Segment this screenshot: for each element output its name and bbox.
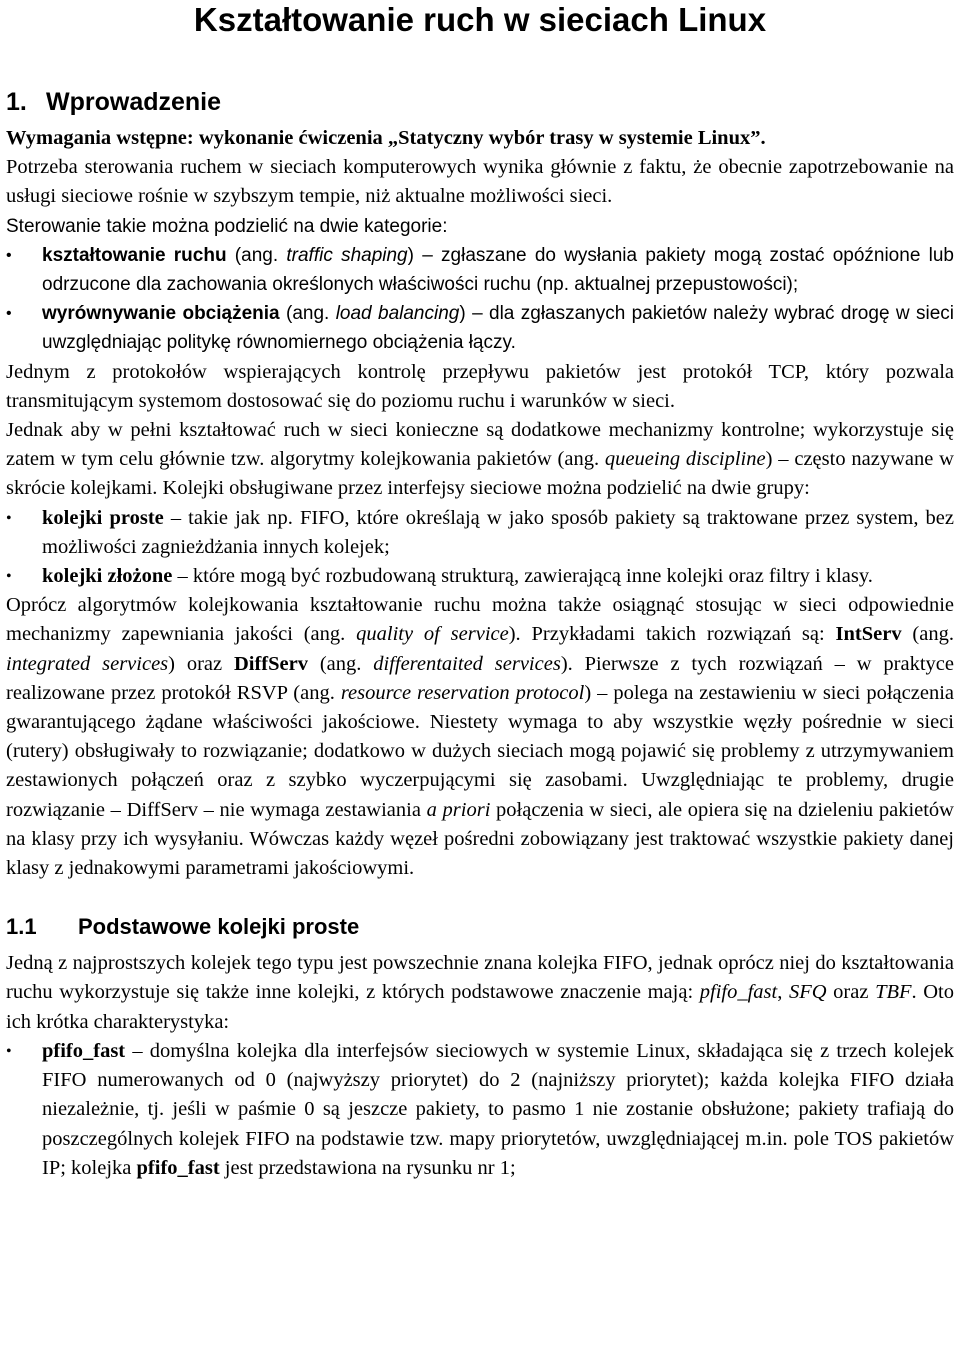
prerequisites: Wymagania wstępne: wykonanie ćwiczenia „Statyczny wybór trasy w systemie Linux”. [6, 127, 766, 149]
section-title: Wprowadzenie [46, 88, 222, 116]
categories-list [6, 241, 954, 358]
bullet-icon: • [6, 509, 12, 527]
categories-intro: Sterowanie takie można podzielić na dwie kategorie: [6, 215, 448, 237]
section-1-1-heading [6, 913, 954, 941]
section-1-heading [6, 86, 954, 118]
list-item: • wyrównywanie obciążenia (ang. load balancing) – dla zgłaszanych pakietów należy wybrać drogę w sieci uwzględniając politykę równomiernego obciążenia łączy. [6, 299, 954, 357]
qos-paragraph: Oprócz algorytmów kolejkowania kształtowanie ruchu można także osiągnąć stosując w sieci odpowiednie mechanizmy zapewniania jakości (ang. quality of service). Przykładami takich rozwiązań są: IntServ (ang. integrated services) oraz DiffServ (ang. differentaited services). Pierwsze z tych rozwiązań – w praktyce realizowane przez protokół RSVP (ang. resource reservation protocol) – polega na zestawieniu w sieci połączenia gwarantującego żądane właściwości jakościowe. Niestety wymaga to aby wszystkie węzły pośrednie w sieci (rutery) obsługiwały to rozwiązanie; dodatkowo w dużych sieciach mogą pojawić się problemy z utrzymywaniem zestawionych połączeń oraz z szybko wyczerpującymi się zasobami. Uwzględniając te problemy, drugie rozwiązanie – DiffServ – nie wymaga zestawiania a priori połączenia w sieci, ale opiera się na dzieleniu pakietów na klasy przy ich wysyłaniu. Wówczas każdy węzeł pośredni zobowiązany jest traktować wszystkie pakiety danej klasy z jednakowymi parametrami jakościowymi. [6, 594, 954, 880]
list-item: • kształtowanie ruchu (ang. traffic shaping) – zgłaszane do wysłania pakiety mogą zostać opóźnione lub odrzucone dla zachowania określonych właściwości ruchu (np. aktualnej przepustowości); [6, 241, 954, 299]
bullet-icon: • [6, 246, 12, 264]
list-item: • pfifo_fast – domyślna kolejka dla interfejsów sieciowych w systemie Linux, składająca się z trzech kolejek FIFO numerowanych od 0 (najwyższy priorytet) do 2 (najniższy priorytet); każda kolejka FIFO działa niezależnie, tj. jeśli w paśmie 0 są jeszcze pakiety, to pasmo 1 nie zostanie obsłużone; pakiety trafiają do poszczególnych kolejek FIFO na podstawie tzw. mapy priorytetów, uwzględniającej m.in. pole TOS pakietów IP; kolejka pfifo_fast jest przedstawiona na rysunku nr 1; [6, 1037, 954, 1183]
list-item: • kolejki złożone – które mogą być rozbudowaną strukturą, zawierającą inne kolejki oraz filtry i klasy. [6, 562, 954, 591]
bullet-icon: • [6, 1042, 12, 1060]
tcp-paragraph: Jednym z protokołów wspierających kontrolę przepływu pakietów jest protokół TCP, który pozwala transmitującym systemom dostosować się do poziomu ruchu i warunków w sieci. [6, 360, 954, 412]
bullet-icon: • [6, 305, 12, 323]
simple-queues-list [6, 1037, 954, 1183]
section-number: 1.1 [6, 914, 37, 940]
intro-paragraph: Potrzeba sterowania ruchem w sieciach komputerowych wynika głównie z faktu, że obecnie zapotrzebowanie na usługi sieciowe rośnie w szybszym tempie, niż aktualne możliwości sieci. [6, 156, 954, 208]
simple-queues-paragraph: Jedną z najprostszych kolejek tego typu jest powszechnie znana kolejka FIFO, jednak oprócz niej do kształtowania ruchu wykorzystuje się także inne kolejki, z których podstawowe znaczenie mają: pfifo_fast, SFQ oraz TBF. Oto ich krótka charakterystyka: [6, 952, 955, 1033]
queueing-paragraph: Jednak aby w pełni kształtować ruch w sieci konieczne są dodatkowe mechanizmy kontrolne; wykorzystuje się zatem w tym celu głównie tzw. algorytmy kolejkowania pakietów (ang. queueing discipline) – często nazywane w skrócie kolejkami. Kolejki obsługiwane przez interfejsy sieciowe można podzielić na dwie grupy: [6, 419, 954, 500]
list-item: • kolejki proste – takie jak np. FIFO, które określają w jako sposób pakiety są traktowane przez system, bez możliwości zagnieżdżania innych kolejek; [6, 504, 954, 562]
document-page [6, 0, 954, 1183]
document-title: Kształtowanie ruch w sieciach Linux [193, 1, 767, 38]
section-title: Podstawowe kolejki proste [78, 914, 360, 940]
section-number: 1. [6, 88, 27, 116]
bullet-icon: • [6, 568, 12, 586]
queue-types-list [6, 504, 954, 592]
